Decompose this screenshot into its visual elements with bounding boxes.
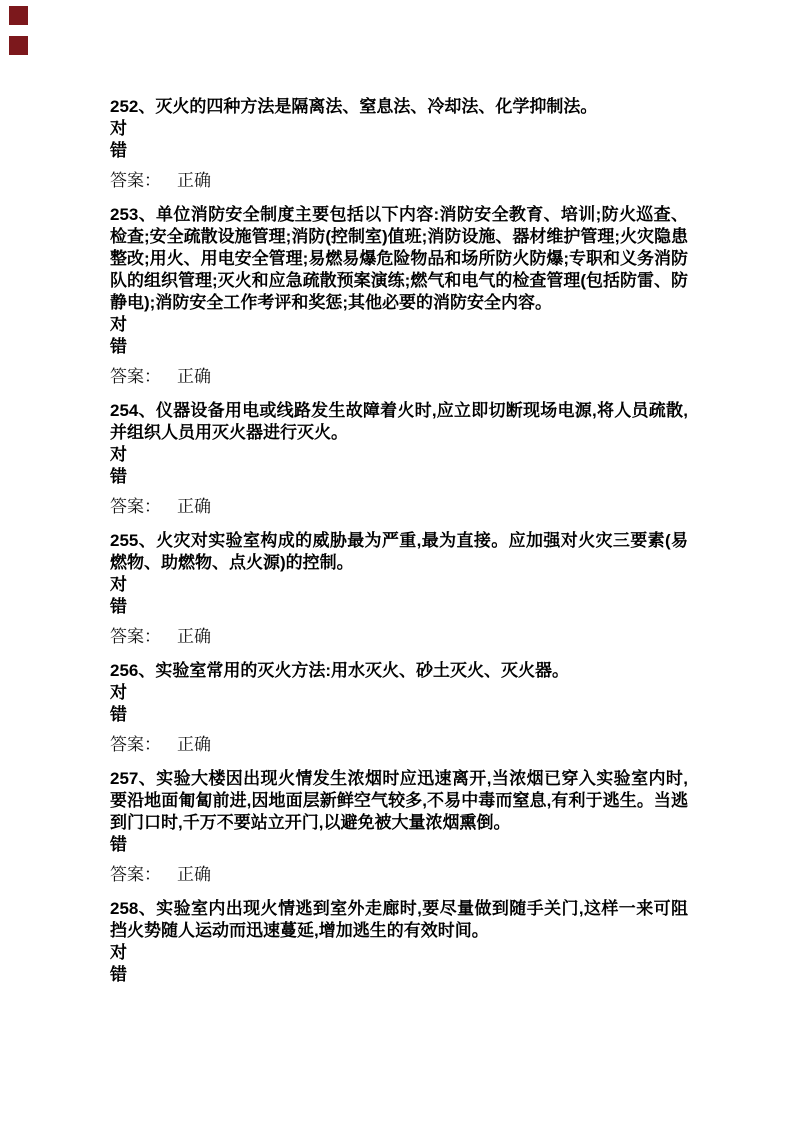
answer-label: 答案：: [110, 497, 161, 516]
option-true[interactable]: 对: [110, 683, 127, 702]
answer-label: 答案：: [110, 865, 161, 884]
question-block-252: [110, 96, 688, 192]
answer-line: [110, 734, 688, 756]
question-text: 253、单位消防安全制度主要包括以下内容:消防安全教育、培训;防火巡查、检查;安全疏散设施管理;消防(控制室)值班;消防设施、器材维护管理;火灾隐患整改;用火、用电安全管理;易燃易爆危险物品和场所防火防爆;专职和义务消防队的组织管理;灭火和应急疏散预案演练;燃气和电气的检查管理(包括防雷、防静电);消防安全工作考评和奖惩;其他必要的消防安全内容。: [110, 205, 688, 312]
broken-image-placeholder: [9, 36, 28, 55]
answer-line: [110, 864, 688, 886]
option-true[interactable]: 对: [110, 943, 127, 962]
question-block-256: [110, 660, 688, 756]
answer-label: 答案：: [110, 735, 161, 754]
question-text: 252、灭火的四种方法是隔离法、窒息法、冷却法、化学抑制法。: [110, 97, 598, 116]
question-text: 257、实验大楼因出现火情发生浓烟时应迅速离开,当浓烟已穿入实验室内时,要沿地面匍匐前进,因地面层新鲜空气较多,不易中毒而窒息,有利于逃生。当逃到门口时,千万不要站立开门,以避免被大量浓烟熏倒。: [110, 769, 688, 832]
question-block-257: [110, 768, 688, 886]
answer-line: [110, 170, 688, 192]
option-true[interactable]: 对: [110, 315, 127, 334]
question-text: 254、仪器设备用电或线路发生故障着火时,应立即切断现场电源,将人员疏散,并组织人员用灭火器进行灭火。: [110, 401, 688, 442]
option-false[interactable]: 错: [110, 597, 127, 616]
answer-value: 正确: [177, 735, 211, 754]
answer-line: [110, 366, 688, 388]
question-block-253: [110, 204, 688, 388]
question-block-254: [110, 400, 688, 518]
question-block-258: [110, 898, 688, 986]
option-false[interactable]: 错: [110, 141, 127, 160]
answer-label: 答案：: [110, 171, 161, 190]
option-false[interactable]: 错: [110, 835, 127, 854]
option-false[interactable]: 错: [110, 467, 127, 486]
answer-value: 正确: [177, 367, 211, 386]
question-text: 256、实验室常用的灭火方法:用水灭火、砂土灭火、灭火器。: [110, 661, 570, 680]
option-true[interactable]: 对: [110, 445, 127, 464]
question-text: 258、实验室内出现火情逃到室外走廊时,要尽量做到随手关门,这样一来可阻挡火势随人运动而迅速蔓延,增加逃生的有效时间。: [110, 899, 688, 940]
option-false[interactable]: 错: [110, 965, 127, 984]
answer-line: [110, 496, 688, 518]
question-text: 255、火灾对实验室构成的威胁最为严重,最为直接。应加强对火灾三要素(易燃物、助燃物、点火源)的控制。: [110, 531, 688, 572]
answer-value: 正确: [177, 171, 211, 190]
answer-line: [110, 626, 688, 648]
option-false[interactable]: 错: [110, 705, 127, 724]
option-true[interactable]: 对: [110, 119, 127, 138]
answer-label: 答案：: [110, 627, 161, 646]
answer-value: 正确: [177, 627, 211, 646]
option-false[interactable]: 错: [110, 337, 127, 356]
broken-image-placeholder: [9, 6, 28, 25]
question-block-255: [110, 530, 688, 648]
answer-value: 正确: [177, 497, 211, 516]
option-true[interactable]: 对: [110, 575, 127, 594]
answer-value: 正确: [177, 865, 211, 884]
answer-label: 答案：: [110, 367, 161, 386]
